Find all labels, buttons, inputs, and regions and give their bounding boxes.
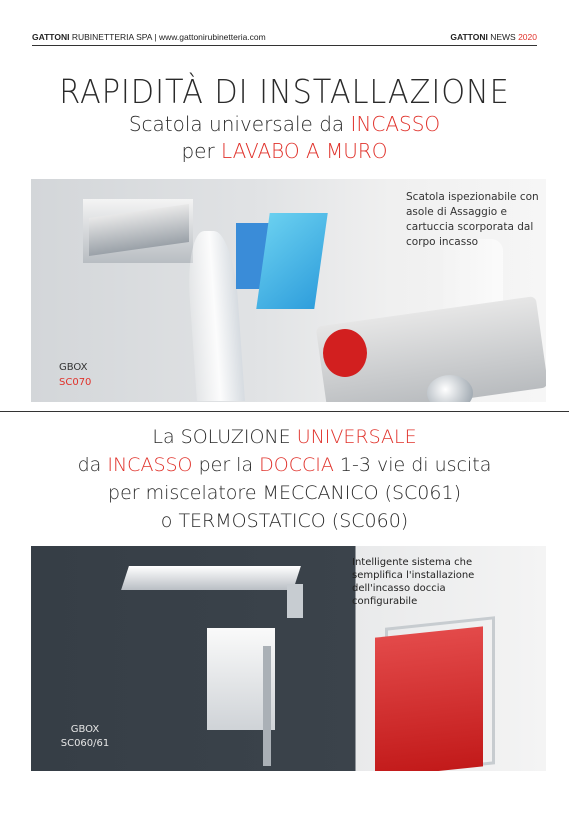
header-separator: | (154, 32, 157, 42)
header-news (450, 32, 537, 42)
subtitle1-highlight: INCASSO (350, 112, 441, 136)
s2-line2-highlight-a: INCASSO (107, 454, 193, 476)
news-brand: GATTONI (450, 32, 488, 42)
shower-arm (287, 584, 303, 618)
s2-line2-highlight-b: DOCCIA (259, 454, 334, 476)
caption2-name: GBOX (70, 724, 100, 735)
subtitle1-text: Scatola universale da (128, 112, 351, 136)
s2-line2-text-c: 1-3 vie di uscita (333, 454, 492, 476)
news-label: NEWS (490, 32, 516, 42)
caption1-name: GBOX (59, 362, 88, 373)
section2-caption (45, 723, 125, 751)
section2-line1 (0, 426, 569, 448)
s2-line2-text-b: per la (192, 454, 260, 476)
page-header (32, 30, 537, 46)
brand-name: GATTONI (32, 32, 70, 42)
section2-line4: o TERMOSTATICO (SC060) (160, 510, 409, 532)
website-link[interactable]: www.gattonirubinetteria.com (158, 32, 266, 42)
hand-shower (263, 646, 271, 766)
subtitle2-text: per (181, 139, 222, 163)
red-concealed-valve (375, 626, 483, 771)
red-cap (323, 329, 367, 377)
s2-line2-text-a: da (77, 454, 108, 476)
s2-line1-text: La SOLUZIONE (152, 426, 297, 448)
section2-callout: Intelligente sistema che semplifica l'installazione dell'incasso doccia configurabile (352, 557, 475, 607)
section2-line3: per miscelatore MECCANICO (SC061) (108, 482, 461, 504)
subtitle2-highlight: LAVABO A MURO (221, 139, 388, 163)
caption1-code: SC070 (59, 377, 92, 388)
s2-line1-highlight: UNIVERSALE (296, 426, 417, 448)
header-divider (32, 45, 537, 46)
header-company (32, 32, 266, 42)
news-year: 2020 (518, 32, 537, 42)
blue-lever (256, 213, 327, 309)
section2-line2 (0, 454, 569, 476)
section1-caption (59, 360, 91, 390)
section1-subtitle-line2 (0, 139, 569, 163)
section1-subtitle-line1 (0, 112, 569, 136)
section-divider (0, 411, 569, 412)
shower-head (121, 566, 301, 590)
section1-callout: Scatola ispezionabile con asole di Assaggio e cartuccia scorporata dal corpo incasso (406, 191, 539, 248)
company-suffix: RUBINETTERIA SPA (71, 32, 152, 42)
caption2-code: SC060/61 (60, 738, 110, 749)
section1-title: RAPIDITÀ DI INSTALLAZIONE (59, 72, 510, 111)
